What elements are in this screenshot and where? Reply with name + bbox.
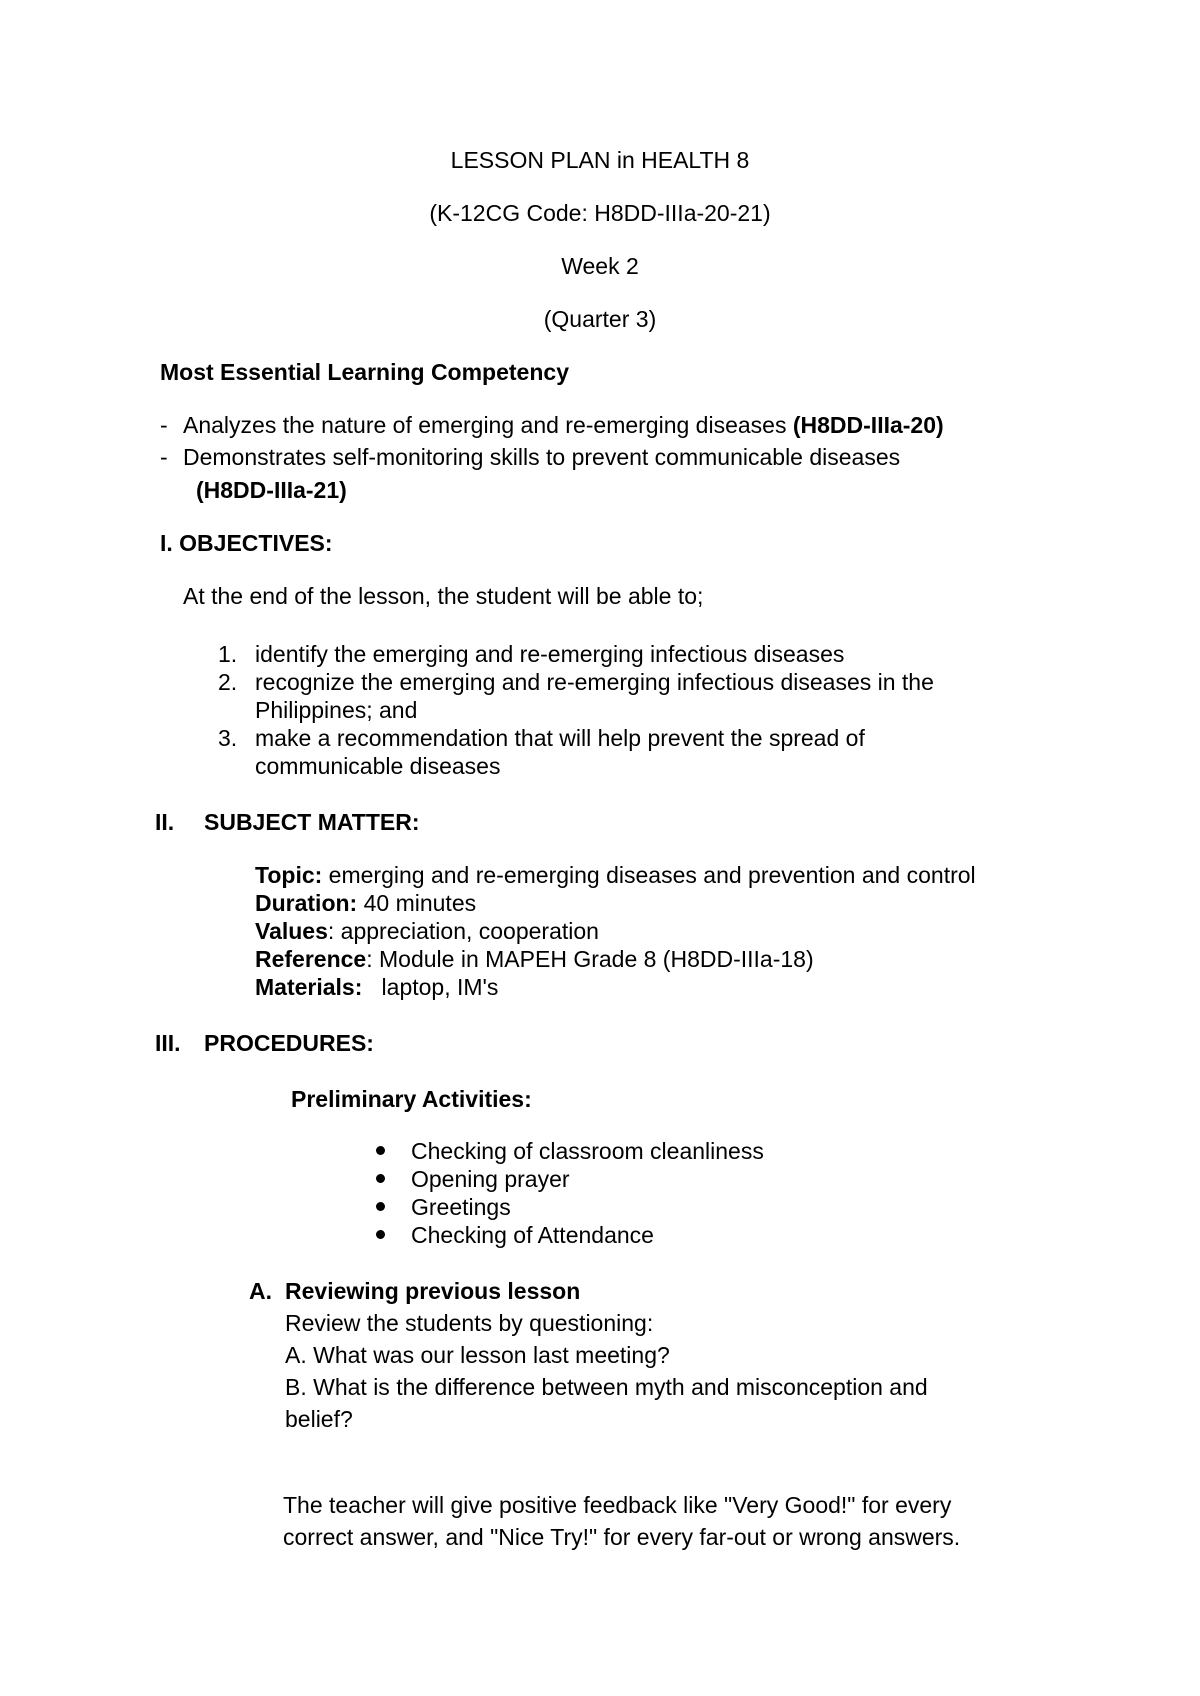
preliminary-item: Opening prayer xyxy=(411,1166,570,1192)
objectives-heading: I. OBJECTIVES: xyxy=(160,530,333,556)
row-label: Materials: xyxy=(255,974,363,1000)
preliminary-item: Checking of classroom cleanliness xyxy=(411,1138,764,1164)
bullet-icon xyxy=(376,1230,385,1239)
row-value: : Module in MAPEH Grade 8 (H8DD-IIIa-18) xyxy=(366,946,814,972)
subject-matter-heading: SUBJECT MATTER: xyxy=(204,809,420,835)
document-title: LESSON PLAN in HEALTH 8 xyxy=(450,147,750,173)
row-value: laptop, IM's xyxy=(362,974,499,1000)
review-heading: Reviewing previous lesson xyxy=(285,1278,581,1304)
melc-item-text: Analyzes the nature of emerging and re-emerging diseases xyxy=(183,412,793,438)
objective-text: Philippines; and xyxy=(255,697,418,723)
review-line: belief? xyxy=(285,1406,353,1432)
objective-text: make a recommendation that will help prevent the spread of xyxy=(255,725,865,751)
cg-code: (K-12CG Code: H8DD-IIIa-20-21) xyxy=(429,200,771,226)
feedback-line: The teacher will give positive feedback like "Very Good!" for every xyxy=(283,1492,952,1518)
subject-row-duration xyxy=(255,889,476,917)
section-number: II. xyxy=(155,809,175,835)
section-number: III. xyxy=(155,1030,181,1056)
melc-item-text: Demonstrates self-monitoring skills to prevent communicable diseases xyxy=(183,444,901,470)
row-value: emerging and re-emerging diseases and prevention and control xyxy=(322,862,976,888)
row-label: Duration: xyxy=(255,890,358,916)
review-line: B. What is the difference between myth and misconception and xyxy=(285,1374,928,1400)
melc-item-code: (H8DD-IIIa-20) xyxy=(792,412,944,438)
row-label: Values xyxy=(255,918,328,944)
row-value: : appreciation, cooperation xyxy=(327,918,599,944)
objective-number: 1. xyxy=(218,641,238,667)
bullet-icon xyxy=(376,1202,385,1211)
review-line: A. What was our lesson last meeting? xyxy=(285,1342,670,1368)
melc-dash: - xyxy=(160,444,168,470)
subject-row-reference xyxy=(255,945,814,973)
bullet-icon xyxy=(376,1174,385,1183)
objective-text: identify the emerging and re-emerging infectious diseases xyxy=(255,641,845,667)
preliminary-item: Checking of Attendance xyxy=(411,1222,654,1248)
review-line: Review the students by questioning: xyxy=(285,1310,654,1336)
procedures-heading: PROCEDURES: xyxy=(204,1030,374,1056)
subject-row-materials xyxy=(255,973,498,1001)
objectives-intro: At the end of the lesson, the student will be able to; xyxy=(183,583,704,609)
objective-number: 3. xyxy=(218,725,238,751)
subject-row-topic xyxy=(255,861,976,889)
objective-text: communicable diseases xyxy=(255,753,501,779)
feedback-line: correct answer, and "Nice Try!" for every far-out or wrong answers. xyxy=(283,1524,961,1550)
objective-number: 2. xyxy=(218,669,238,695)
objective-text: recognize the emerging and re-emerging infectious diseases in the xyxy=(255,669,934,695)
melc-dash: - xyxy=(160,412,168,438)
preliminary-heading: Preliminary Activities: xyxy=(291,1086,532,1112)
review-letter: A. xyxy=(249,1278,272,1304)
row-value: 40 minutes xyxy=(357,890,477,916)
subject-row-values xyxy=(255,917,599,945)
quarter-label: (Quarter 3) xyxy=(543,306,657,332)
row-label: Reference xyxy=(255,946,367,972)
melc-heading: Most Essential Learning Competency xyxy=(160,359,569,385)
melc-item xyxy=(183,411,944,439)
melc-item-code: (H8DD-IIIa-21) xyxy=(196,477,347,503)
week-label: Week 2 xyxy=(561,253,639,279)
preliminary-item: Greetings xyxy=(411,1194,511,1220)
row-label: Topic: xyxy=(255,862,323,888)
bullet-icon xyxy=(376,1146,385,1155)
